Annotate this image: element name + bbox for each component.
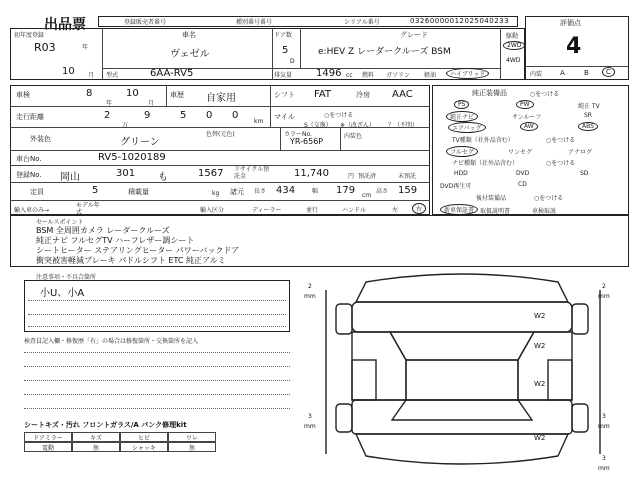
meter-label: マイル	[274, 113, 295, 121]
recycle-unit: 円	[348, 173, 355, 180]
serial-number: 0326000001202504023З	[410, 17, 510, 25]
recycle-label: リサイクル預託金	[234, 166, 270, 180]
rear-title: 後付装備品	[476, 195, 507, 202]
color-code: YR-656P	[290, 137, 324, 146]
damage-mark-4: W2	[534, 434, 546, 442]
overall-grade: 4	[566, 34, 582, 59]
footer-header-break: ワレ	[168, 432, 216, 442]
load-label: 積載量	[128, 188, 149, 196]
rear-inspection: 車検取説	[532, 208, 557, 215]
interior-grade-a: A	[560, 69, 565, 77]
diagram-front-right-wheel	[572, 304, 588, 334]
capacity-label: 定員	[30, 188, 44, 196]
equip-aw: AW	[520, 122, 538, 131]
car-name: ヴェゼル	[170, 49, 210, 60]
displacement-label: 排気量	[274, 72, 293, 79]
ac-label: 冷房	[356, 91, 370, 99]
diagram-left-front-door	[352, 332, 406, 400]
footer-value-break: 無	[168, 442, 216, 452]
tread-rear-left: 3	[308, 413, 312, 420]
model-code: 6AA-RV5	[150, 68, 194, 79]
equipment-title: 純正装備品	[472, 89, 507, 97]
man-unit: 万	[122, 122, 129, 129]
fuel-hybrid: ハイブリッド	[446, 68, 489, 79]
seller-number-label: 登録販売者番号	[124, 19, 167, 26]
equip-airbag: エアバッグ	[448, 122, 486, 133]
tread-front-right-unit: mm	[598, 293, 610, 300]
tv-analog: アナログ	[568, 149, 593, 156]
import-dealer: ディーラー	[252, 207, 282, 214]
use-label: 車歴	[170, 91, 184, 99]
reg-month: 10	[62, 66, 75, 77]
grade-box-label: 評価点	[560, 19, 581, 27]
recycle-amount: 11,740	[294, 168, 329, 179]
meter-option-altered: ※（改ざん）	[340, 122, 376, 129]
grade-label: グレード	[400, 31, 428, 39]
color-original-label: 色替(元色)	[206, 131, 235, 138]
meter-option-replaced: S（交換）	[304, 122, 332, 129]
serial-label: シリアル番号	[344, 19, 380, 26]
ac: AAC	[392, 89, 413, 100]
mileage-digit-1: 2	[104, 110, 111, 121]
interior-grade-c: C	[602, 67, 615, 77]
equip-sr: SR	[584, 112, 592, 119]
model-year-label: モデル年式	[76, 202, 100, 216]
tv-legend: ○をつける	[546, 137, 576, 144]
width-label: 幅	[312, 188, 319, 195]
inspection-year: 8	[86, 88, 93, 99]
color: グリーン	[120, 137, 160, 148]
sales-points-label: セールスポイント	[36, 219, 84, 226]
model-label: 型式	[106, 72, 119, 79]
drive-label: 駆動	[506, 33, 519, 40]
recycle-not-deposited: 未預託	[398, 173, 417, 180]
navi-legend: ○をつける	[546, 160, 576, 167]
shift-label: シフト	[274, 91, 295, 99]
sales-point-line-2: 純正ナビ フルセグTV ハーフレザー調シート	[36, 236, 195, 245]
inspection-month-unit: 月	[148, 100, 155, 107]
fuel-light: 軽油	[424, 72, 437, 79]
drive-4wd: 4WD	[506, 57, 521, 64]
rear-manual: 取扱説明書	[480, 208, 511, 215]
meter-option-unknown: ？（不明）	[388, 122, 419, 129]
import-label: 輸入車のみ→	[14, 207, 50, 214]
navi-title: ナビ種類（社外品含む）	[452, 160, 519, 167]
equip-ps: PS	[454, 100, 469, 109]
interior-label: 内装	[530, 71, 543, 78]
diagram-left-pillar	[352, 360, 376, 400]
dims-label: 諸元	[230, 188, 244, 196]
doors: 5	[282, 45, 289, 56]
shift: FAT	[314, 89, 332, 100]
plate-kana: も	[158, 172, 168, 183]
width-unit: cm	[362, 192, 372, 199]
navi-dvd-playback: DVD再生可	[440, 183, 472, 190]
diagram-rear-right-wheel	[572, 404, 588, 432]
tread-front-right: 2	[602, 283, 606, 290]
footer-value-crack: シャッキ	[120, 442, 168, 452]
inspection-month: 10	[126, 88, 139, 99]
equip-abs: ABS	[578, 122, 598, 131]
load-unit: kg	[212, 190, 220, 197]
tread-front-left-unit: mm	[304, 293, 316, 300]
month-unit: 月	[88, 72, 95, 79]
cc-unit: cc	[346, 72, 353, 79]
handle-label: ハンドル	[342, 207, 367, 214]
notes-text: 小U、小A	[40, 288, 85, 299]
equip-navi: 純正ナビ	[446, 111, 478, 122]
diagram-hood	[356, 274, 568, 302]
diagram-front-left-wheel	[336, 304, 352, 334]
first-reg-label: 初年度登録	[14, 32, 45, 39]
damage-mark-2: W2	[534, 342, 546, 350]
drive-2wd: 2WD	[503, 41, 525, 50]
diagram-rear-window	[392, 400, 532, 420]
chassis-label: 車台No.	[16, 155, 42, 163]
footer-header-scratch: キズ	[72, 432, 120, 442]
rear-legend: ○をつける	[534, 195, 564, 202]
tread-rear-left-unit: mm	[304, 423, 316, 430]
mileage-digit-3: 5	[180, 110, 187, 121]
capacity: 5	[92, 185, 99, 196]
plate-label: 登録No.	[16, 171, 42, 179]
interior-grade-b: B	[584, 69, 589, 77]
year-unit: 年	[82, 44, 89, 51]
damage-mark-1: W2	[534, 312, 546, 320]
equip-pw: PW	[516, 100, 534, 109]
width: 179	[336, 185, 356, 196]
notes-label: 注意事項・不具合箇所	[36, 274, 97, 281]
sales-point-line-1: BSM 全周囲カメラ レーダークルーズ	[36, 226, 170, 235]
mileage-label: 走行距離	[16, 113, 44, 121]
import-parallel: 並行	[306, 207, 319, 214]
mileage-digit-4: 0	[206, 110, 213, 121]
use: 自家用	[206, 93, 236, 104]
tv-title: TV種類（社外品含む）	[452, 137, 514, 144]
doors-label: ドア数	[274, 32, 292, 39]
diagram-roof	[406, 360, 518, 400]
sales-point-line-4: 衝突被害軽減ブレーキ パドルシフト ETC 純正アルミ	[36, 256, 226, 265]
tv-fullseg: フルセグ	[446, 146, 478, 157]
equip-sunroof: サンルーフ	[512, 114, 542, 121]
tread-spare-unit: mm	[598, 465, 610, 472]
color-code-label: カラーNo.	[284, 131, 312, 138]
meter-legend: ○をつける	[324, 112, 354, 119]
handle-left: 左	[392, 207, 399, 214]
page-title: 出品票	[44, 17, 86, 33]
footer-header-crack: ヒビ	[120, 432, 168, 442]
tread-rear-right-unit: mm	[598, 423, 610, 430]
sales-point-line-3: シートヒーター ステアリングヒーター パワーバックドア	[36, 246, 240, 255]
plate-class: 301	[116, 168, 136, 179]
car-damage-diagram	[296, 268, 630, 476]
height: 159	[398, 185, 418, 196]
tread-front-left: 2	[308, 283, 312, 290]
fuel-gas: ガソリン	[386, 72, 411, 79]
navi-sd: SD	[580, 170, 589, 177]
grade-name: e:HEV Z レーダークルーズ BSM	[318, 47, 451, 57]
model-year: R03	[34, 41, 56, 54]
diagram-rear-section	[352, 400, 572, 434]
mileage-digit-2: 9	[144, 110, 151, 121]
mileage-digit-5: 0	[232, 110, 239, 121]
length: 434	[276, 185, 296, 196]
fuel-label: 燃料	[362, 72, 375, 79]
handle-right: 右	[412, 203, 426, 214]
interior-color-label: 内装色	[344, 133, 363, 140]
import-division-label: 輸入区分	[200, 207, 225, 214]
recycle-deposited: 預託済	[358, 173, 377, 180]
length-label: 長さ	[254, 188, 267, 195]
tread-spare: 3	[602, 455, 606, 462]
type-number-label: 種別番号番号	[236, 19, 273, 26]
color-label: 外装色	[30, 135, 51, 143]
footer-title: シートキズ・汚れ フロントガラス/A パンク修理kit	[24, 421, 187, 429]
plate-region: 岡山	[60, 172, 80, 183]
chassis-number: RV5-1020189	[98, 152, 166, 163]
equipment-legend: ○をつける	[530, 91, 560, 98]
inspector-label: 検査員記入欄・修復歴「有」の場合は修復箇所・交換箇所を記入	[24, 338, 199, 345]
diagram-windshield	[390, 332, 534, 360]
footer-value-mirror: 電動	[24, 442, 72, 452]
inspection-year-unit: 年	[106, 100, 113, 107]
damage-mark-3: W2	[534, 380, 546, 388]
tread-rear-right: 3	[602, 413, 606, 420]
car-name-label: 車名	[182, 31, 196, 39]
diagram-rear-left-wheel	[336, 404, 352, 432]
footer-value-scratch: 無	[72, 442, 120, 452]
navi-cd: CD	[518, 181, 527, 188]
equip-tv: 純正 TV	[578, 103, 600, 110]
footer-header-mirror: ドアミラー	[24, 432, 72, 442]
navi-dvd: DVD	[516, 170, 530, 177]
rear-warranty: 新車保証書	[440, 204, 478, 215]
tv-oneseg: ワンセグ	[508, 149, 533, 156]
displacement: 1496	[316, 68, 342, 79]
inspection-label: 車検	[16, 91, 30, 99]
diagram-right-pillar	[548, 360, 572, 400]
km-unit: km	[254, 118, 264, 125]
navi-hdd: HDD	[454, 170, 468, 177]
door-unit: D	[290, 58, 295, 65]
height-label: 高さ	[376, 188, 389, 195]
plate-number: 1567	[198, 168, 224, 179]
